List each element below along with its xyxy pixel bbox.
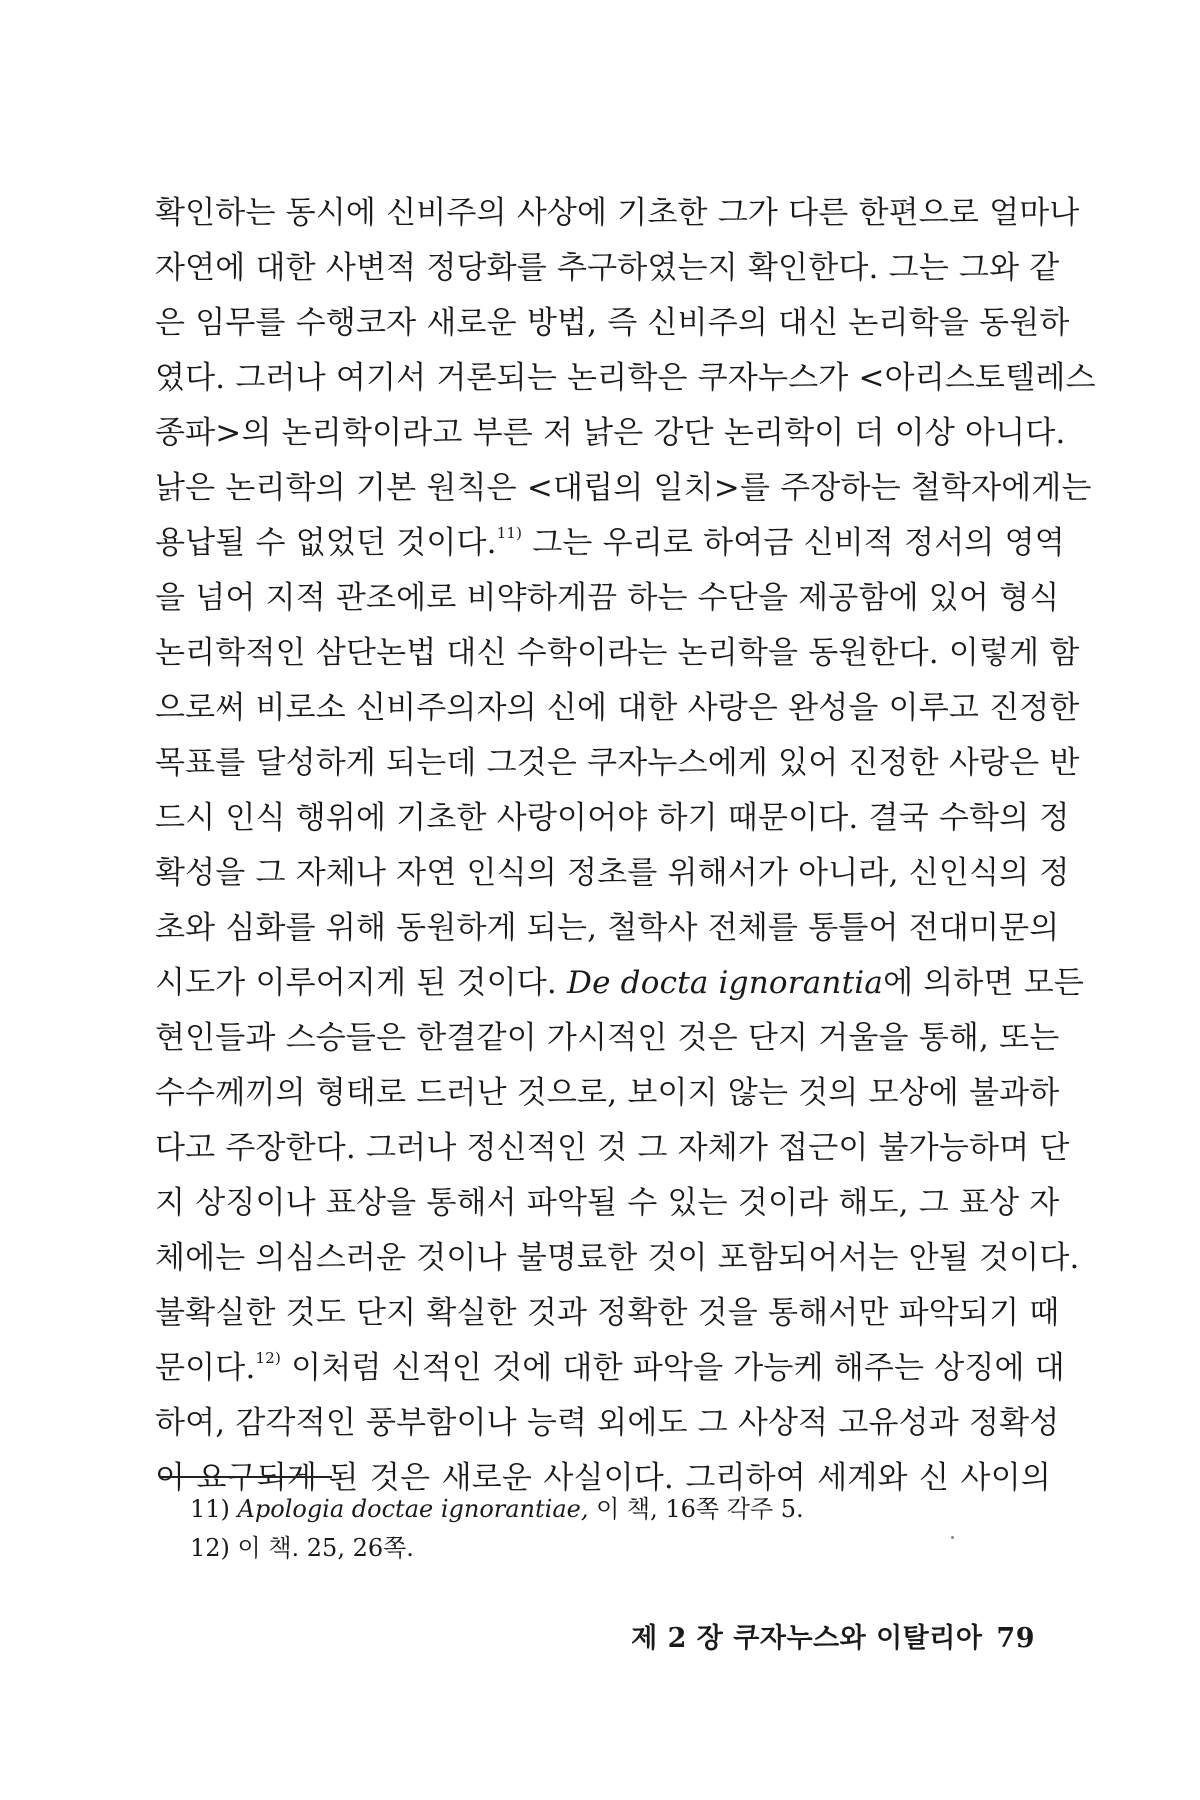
running-footer bbox=[631, 1616, 1035, 1655]
footnote-title: Apologia doctae ignorantiae, bbox=[237, 1495, 589, 1523]
text-line: 수수께끼의 형태로 드러난 것으로, 보이지 않는 것의 모상에 불과하 bbox=[155, 1075, 1060, 1111]
footnote-marker: 12) bbox=[190, 1534, 230, 1562]
text-line bbox=[155, 1341, 1065, 1396]
body-text bbox=[155, 186, 1096, 1506]
book-title-italic: De docta ignorantia bbox=[567, 965, 884, 1001]
text-line: 자연에 대한 사변적 정당화를 추구하였는지 확인한다. 그는 그와 같 bbox=[155, 250, 1060, 286]
footnote-text: 이 책, 16쪽 각주 5. bbox=[588, 1495, 804, 1523]
text-segment: 그는 우리로 하여금 신비적 정서의 영역 bbox=[522, 525, 1065, 561]
footnote-marker: 11) bbox=[190, 1495, 230, 1523]
text-line: 체에는 의심스러운 것이나 불명료한 것이 포함되어서는 안될 것이다. bbox=[155, 1240, 1080, 1276]
text-line: 였다. 그러나 여기서 거론되는 논리학은 쿠자누스가 <아리스토텔레스 bbox=[155, 360, 1096, 396]
text-segment: 이처럼 신적인 것에 대한 파악을 가능케 해주는 상징에 대 bbox=[281, 1350, 1065, 1386]
text-segment: 에 의하면 모든 bbox=[883, 965, 1085, 1001]
text-line: 초와 심화를 위해 동원하게 되는, 철학사 전체를 통틀어 전대미문의 bbox=[155, 910, 1060, 946]
text-line: 드시 인식 행위에 기초한 사랑이어야 하기 때문이다. 결국 수학의 정 bbox=[155, 800, 1070, 836]
text-line: 을 넘어 지적 관조에로 비약하게끔 하는 수단을 제공함에 있어 형식 bbox=[155, 580, 1060, 616]
footnote-12 bbox=[190, 1529, 990, 1568]
text-line bbox=[155, 956, 1085, 1011]
text-segment: 용납될 수 없었던 것이다. bbox=[155, 525, 497, 561]
text-line: 현인들과 스승들은 한결같이 가시적인 것은 단지 거울을 통해, 또는 bbox=[155, 1020, 1060, 1056]
footnotes bbox=[190, 1490, 990, 1568]
text-line: 이 요구되게 된 것은 새로운 사실이다. 그리하여 세계와 신 사이의 bbox=[155, 1460, 1051, 1496]
footnote-text: 이 책. 25, 26쪽. bbox=[229, 1534, 414, 1562]
footnote-ref-11: 11) bbox=[496, 524, 523, 542]
chapter-title: 제 2 장 쿠자누스와 이탈리아 bbox=[631, 1623, 983, 1654]
text-line: 으로써 비로소 신비주의자의 신에 대한 사랑은 완성을 이루고 진정한 bbox=[155, 690, 1080, 726]
text-line: 확인하는 동시에 신비주의 사상에 기초한 그가 다른 한편으로 얼마나 bbox=[155, 195, 1080, 231]
text-segment: 문이다. bbox=[155, 1350, 256, 1386]
footnote-ref-12: 12) bbox=[255, 1349, 282, 1367]
footnote-11 bbox=[190, 1490, 990, 1529]
page-number: 79 bbox=[996, 1623, 1035, 1654]
text-line: 낡은 논리학의 기본 원칙은 <대립의 일치>를 주장하는 철학자에게는 bbox=[155, 470, 1092, 506]
footnote-divider bbox=[160, 1476, 332, 1478]
text-segment: 시도가 이루어지게 된 것이다. bbox=[155, 965, 557, 1001]
text-line: 불확실한 것도 단지 확실한 것과 정확한 것을 통해서만 파악되기 때 bbox=[155, 1295, 1060, 1331]
scan-speck bbox=[951, 1536, 954, 1539]
text-line: 하여, 감각적인 풍부함이나 능력 외에도 그 사상적 고유성과 정확성 bbox=[155, 1405, 1060, 1441]
text-line: 은 임무를 수행코자 새로운 방법, 즉 신비주의 대신 논리학을 동원하 bbox=[155, 305, 1070, 341]
text-line: 목표를 달성하게 되는데 그것은 쿠자누스에게 있어 진정한 사랑은 반 bbox=[155, 745, 1080, 781]
text-line bbox=[155, 516, 1065, 571]
text-line: 종파>의 논리학이라고 부른 저 낡은 강단 논리학이 더 이상 아니다. bbox=[155, 415, 1066, 451]
text-line: 다고 주장한다. 그러나 정신적인 것 그 자체가 접근이 불가능하며 단 bbox=[155, 1130, 1070, 1166]
text-line: 확성을 그 자체나 자연 인식의 정초를 위해서가 아니라, 신인식의 정 bbox=[155, 855, 1070, 891]
text-line: 논리학적인 삼단논법 대신 수학이라는 논리학을 동원한다. 이렇게 함 bbox=[155, 635, 1080, 671]
text-line: 지 상징이나 표상을 통해서 파악될 수 있는 것이라 해도, 그 표상 자 bbox=[155, 1185, 1060, 1221]
